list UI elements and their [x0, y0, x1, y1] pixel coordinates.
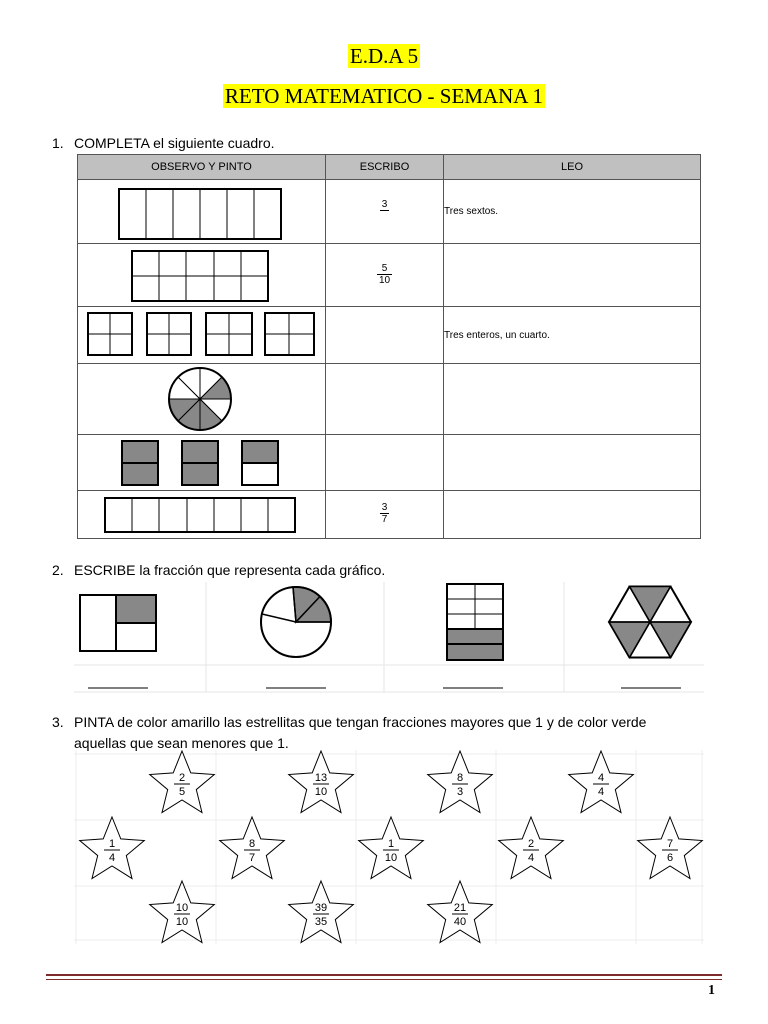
- star-numerator: 2: [527, 838, 535, 850]
- table-row: [78, 364, 701, 435]
- escribo-cell: [326, 244, 444, 307]
- star-denominator: 40: [453, 916, 467, 928]
- star-numerator: 1: [387, 838, 395, 850]
- escribo-cell: [326, 307, 444, 364]
- fraction-star[interactable]: [289, 881, 354, 943]
- star-numerator: 8: [456, 772, 464, 784]
- eda-title: E.D.A 5: [349, 44, 419, 68]
- fraction: 3: [381, 199, 388, 210]
- leo-cell: Tres sextos.: [444, 180, 701, 244]
- leo-cell: [444, 364, 701, 435]
- col-observo: OBSERVO Y PINTO: [78, 155, 326, 180]
- leo-cell: [444, 244, 701, 307]
- star-numerator: 21: [453, 902, 467, 914]
- star-numerator: 7: [666, 838, 674, 850]
- fraction-star[interactable]: [428, 751, 493, 813]
- star-denominator: 4: [108, 852, 116, 864]
- table-header-row: [78, 155, 701, 180]
- table-row: [78, 244, 701, 307]
- star-denominator: 10: [175, 916, 189, 928]
- table-row: [78, 307, 701, 364]
- eighths-circle: [78, 364, 323, 434]
- circle-graphic: [261, 587, 331, 657]
- escribo-cell: [326, 180, 444, 244]
- fraction-star[interactable]: [289, 751, 354, 813]
- star-denominator: 4: [527, 852, 535, 864]
- reto-title: RETO MATEMATICO - SEMANA 1: [224, 84, 544, 108]
- stars-area: [70, 750, 710, 946]
- square-graphic: [80, 595, 156, 651]
- table-row: [78, 435, 701, 491]
- star-denominator: 5: [178, 786, 186, 798]
- star-denominator: 3: [456, 786, 464, 798]
- observo-cell: [78, 307, 326, 364]
- observo-cell: [78, 435, 326, 491]
- table-row: [78, 491, 701, 539]
- four-squares: [78, 307, 323, 363]
- star-numerator: 1: [108, 838, 116, 850]
- escribo-cell: [326, 491, 444, 539]
- leo-cell: Tres enteros, un cuarto.: [444, 307, 701, 364]
- star-denominator: 4: [597, 786, 605, 798]
- fraction-star[interactable]: [499, 817, 564, 879]
- bars-graphic: [447, 584, 503, 660]
- fraction: $\frac{5}{10}$: [378, 262, 391, 286]
- fraction-star[interactable]: [150, 751, 215, 813]
- fraction-star[interactable]: [428, 881, 493, 943]
- question-3: 3. PINTA de color amarillo las estrellitas que tengan fracciones mayores que 1 y de color verde aquellas que sean menores que 1.: [52, 714, 647, 751]
- star-denominator: 35: [314, 916, 328, 928]
- star-numerator: 8: [248, 838, 256, 850]
- seven-part-rectangle: [78, 492, 323, 538]
- escribo-cell: [326, 364, 444, 435]
- star-numerator: 39: [314, 902, 328, 914]
- leo-cell: [444, 435, 701, 491]
- footer-rule: [46, 974, 722, 976]
- star-denominator: 10: [384, 852, 398, 864]
- question-2: 2. ESCRIBE la fracción que representa cada gráfico.: [52, 562, 386, 578]
- question-1: 1. COMPLETA el siguiente cuadro.: [52, 135, 275, 151]
- fraction-star[interactable]: [359, 817, 424, 879]
- escribo-cell: [326, 435, 444, 491]
- star-numerator: 4: [597, 772, 605, 784]
- six-part-rectangle: [78, 181, 323, 243]
- star-numerator: 10: [175, 902, 189, 914]
- star-denominator: 10: [314, 786, 328, 798]
- hexagon-graphic: [609, 587, 691, 658]
- completa-table: [77, 154, 701, 539]
- col-escribo: ESCRIBO: [326, 155, 444, 180]
- fraction-graphics: [70, 582, 710, 697]
- star-denominator: 6: [666, 852, 674, 864]
- fraction-star[interactable]: [80, 817, 145, 879]
- observo-cell: [78, 244, 326, 307]
- col-leo: LEO: [444, 155, 701, 180]
- fraction-star[interactable]: [150, 881, 215, 943]
- fraction-star[interactable]: [220, 817, 285, 879]
- three-halves-rects: [78, 436, 323, 490]
- observo-cell: [78, 364, 326, 435]
- observo-cell: [78, 180, 326, 244]
- star-denominator: 7: [248, 852, 256, 864]
- leo-cell: [444, 491, 701, 539]
- fraction-star[interactable]: [569, 751, 634, 813]
- footer-rule-thin: [46, 979, 722, 980]
- page-number: 1: [708, 983, 715, 998]
- observo-cell: [78, 491, 326, 539]
- star-numerator: 13: [314, 772, 328, 784]
- star-numerator: 2: [178, 772, 186, 784]
- ten-part-rectangle: [78, 244, 323, 306]
- table-row: [78, 180, 701, 244]
- fraction-star[interactable]: [638, 817, 703, 879]
- fraction: $\frac{3}{7}$: [381, 502, 388, 525]
